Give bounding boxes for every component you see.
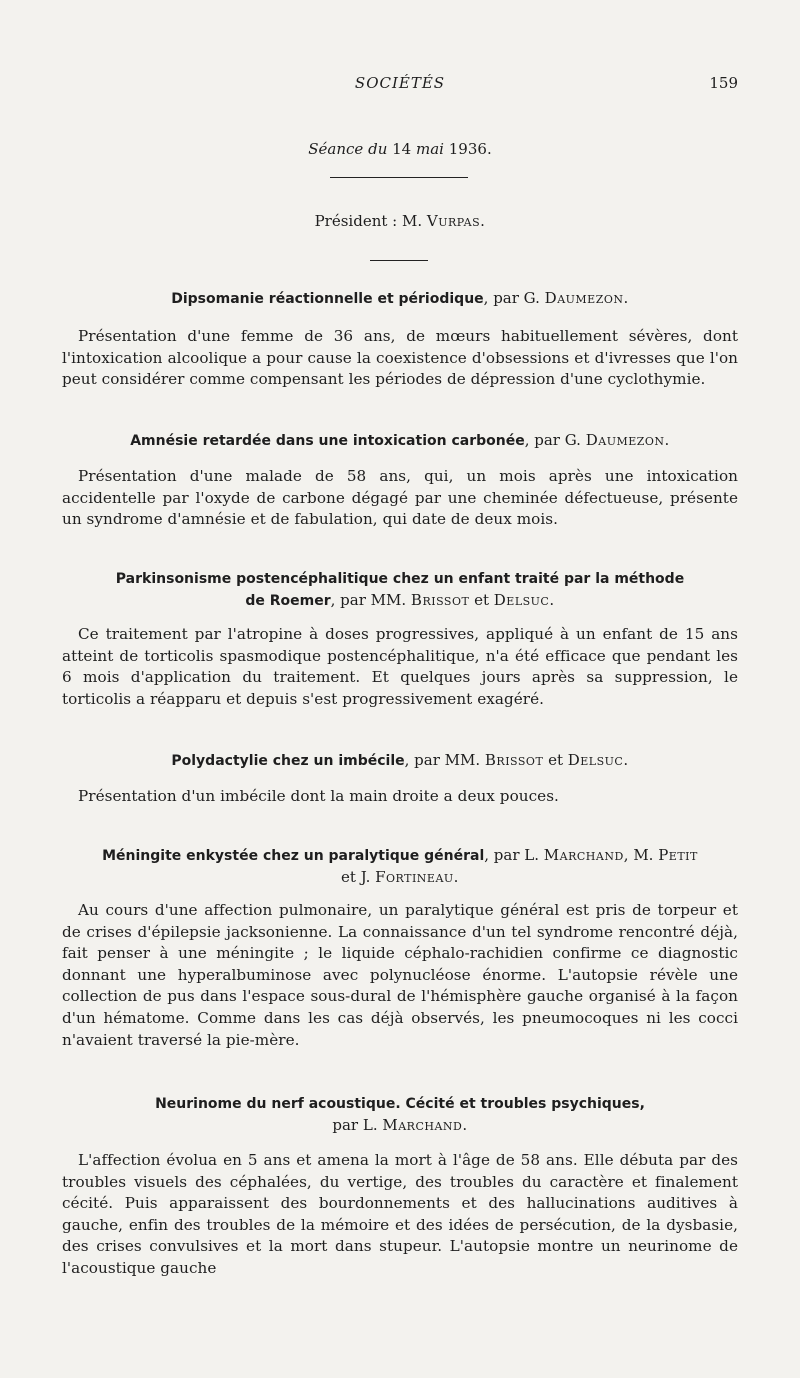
- divider: [370, 260, 428, 261]
- session-date: Séance du 14 mai 1936.: [308, 140, 492, 158]
- article-heading: Neurinome du nerf acoustique. Cécité et troubles psychiques, par L. Marchand.: [155, 1096, 645, 1134]
- article-body: Au cours d'une affection pulmonaire, un paralytique général est pris de torpeur et de crises d'épilepsie jacksonienne. La connaissance d'un tel syndrome rencontré déjà, fait penser à une méningite ; le liquide céphalo-rachidien confirme ce diagnostic donnant une hyperalbuminose avec polynucléose énorme. L'autopsie révèle une collection de pus dans l'espace sous-dural de l'hémisphère gauche organisé à la façon d'un hématome. Comme dans les cas déjà observés, les pneumocoques ni les cocci n'avaient traversé la pie-mère.: [62, 901, 738, 1049]
- running-head: [62, 74, 738, 98]
- article-heading: Parkinsonisme postencéphalitique chez un enfant traité par la méthode de Roemer, par MM. Brissot et Delsuc.: [115, 571, 685, 609]
- article-body: Présentation d'une femme de 36 ans, de mœurs habituellement sévères, dont l'intoxication alcoolique a pour cause la coexistence d'obsessions et d'ivresses que l'on peut considérer comme compensant les périodes de dépression d'une cyclothymie.: [62, 327, 738, 389]
- article-body: Présentation d'une malade de 58 ans, qui, un mois après une intoxication accidentelle par l'oxyde de carbone dégagé par une cheminée défectueuse, présente un syndrome d'amnésie et de fabulation, qui date de deux mois.: [62, 467, 738, 529]
- article-body: L'affection évolua en 5 ans et amena la mort à l'âge de 58 ans. Elle débuta par des troubles visuels des céphalées, du vertige, des troubles du caractère et finalement cécité. Puis apparaissent des bourdonnements et des hallucinations auditives à gauche, enfin des troubles de la mémoire et des idées de persécution, de la dysbasie, des crises convulsives et la mort dans stupeur. L'autopsie montre un neurinome de l'acoustique gauche: [62, 1151, 738, 1277]
- article-heading: Polydactylie chez un imbécile, par MM. Brissot et Delsuc.: [171, 751, 629, 769]
- president-line: Président : M. Vurpas.: [314, 212, 486, 230]
- article-heading: Amnésie retardée dans une intoxication carbonée, par G. Daumezon.: [130, 431, 670, 449]
- article-heading: Dipsomanie réactionnelle et périodique, par G. Daumezon.: [171, 289, 629, 307]
- article-heading: Méningite enkystée chez un paralytique général, par L. Marchand, M. Petit et J. Fortineau.: [102, 846, 698, 886]
- page-number: 159: [709, 74, 738, 92]
- running-title: SOCIÉTÉS: [354, 74, 446, 92]
- article-body: Présentation d'un imbécile dont la main droite a deux pouces.: [78, 787, 559, 805]
- article-body: Ce traitement par l'atropine à doses progressives, appliqué à un enfant de 15 ans atteint de torticolis spasmodique postencéphalitique, n'a été efficace que pendant les 6 mois d'application du traitement. Et quelques jours après sa suppression, le torticolis a réapparu et depuis s'est progressivement exagéré.: [62, 625, 738, 708]
- divider: [330, 177, 468, 178]
